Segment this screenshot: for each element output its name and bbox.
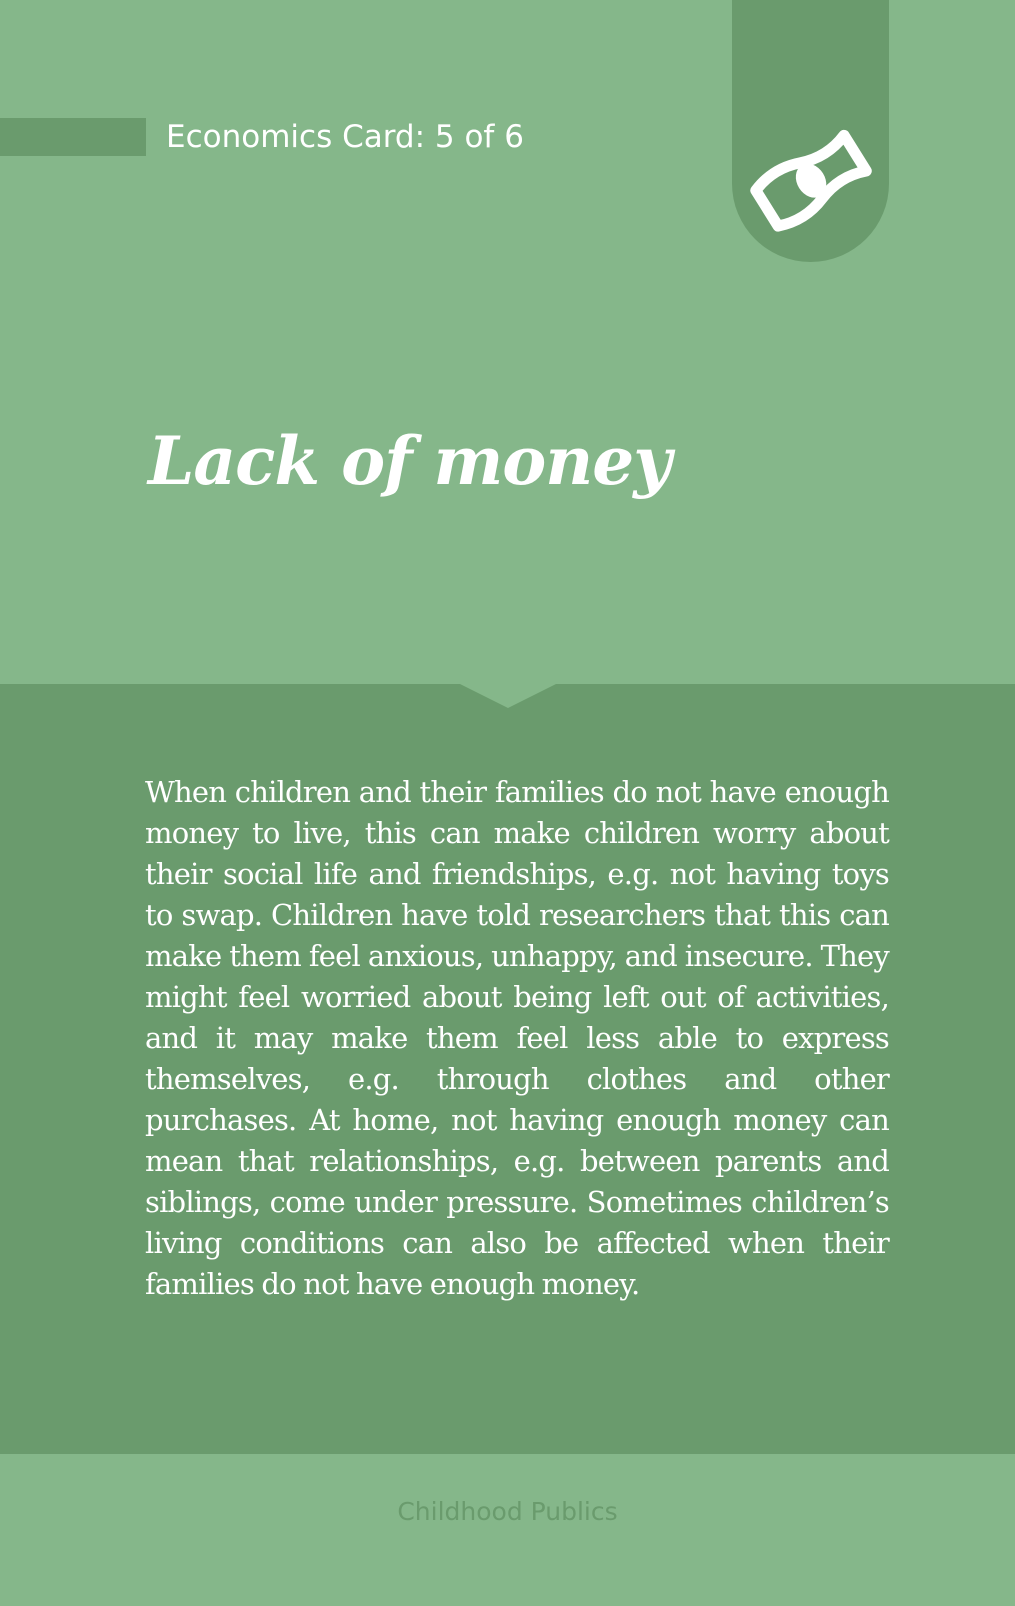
card-description: When children and their families do not have enough money to live, this can make children worry about their social life and friendships, e.g. not having toys to swap. Children have told researchers that this can make them feel anxious, unhappy, and insecure. They might feel worried about being left out of activities, and it may make them feel less able to express themselves, e.g. through clothes and other purchases. At home, not having enough money can mean that relationships, e.g. between parents and siblings, come under pressure. Sometimes children’s living conditions can also be affected when their families do not have enough money. [145,775,889,1301]
panel-notch [0,684,1015,708]
publisher-footer: Childhood Publics [397,1497,618,1526]
header-accent-bar [0,118,146,156]
card-title: Lack of money [148,422,671,500]
banknote-icon [748,124,872,234]
card-number-label: Economics Card: 5 of 6 [166,119,524,155]
